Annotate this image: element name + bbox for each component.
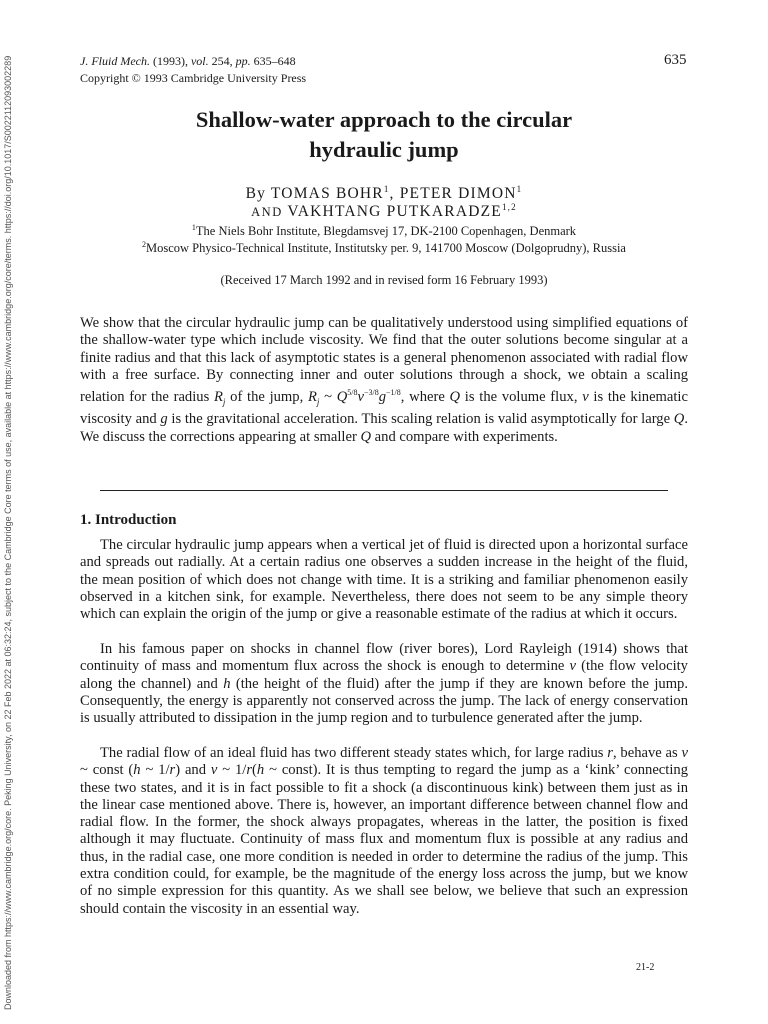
- intro-paragraph-2: In his famous paper on shocks in channel flow (river bores), Lord Rayleigh (1914) shows that continuity of mass and momentum flux across the shock is enough to determine v (the flow velocity along the channel) and h (the height of the fluid) after the jump if they are known before the jump. Consequently, the energy is apparently not conserved across the jump. The lack of energy conservation is usually attributed to dissipation in the jump region and to turbulence generated after the jump.: [80, 641, 689, 727]
- authors-line-1: By TOMAS BOHR$^1$, PETER DIMON$^1$: [245, 184, 523, 203]
- copyright-line: Copyright © 1993 Cambridge University Press: [80, 71, 307, 85]
- abstract: We show that the circular hydraulic jump can be qualitatively understood using simplified equations of the shallow-water type which include viscosity. We find that the outer solutions become singular at a finite radius and that this lack of asymptotic states is a general phenomenon associated with radial flow with a free surface. By connecting inner and outer solutions through a shock, we obtain a scaling relation for the radius $R_j$ of the jump, $R_j$ ~ $Q^{5/8}\nu^{-3/8}g^{-1/8}$, where Q is the volume flux, ν is the kinematic viscosity and g is the gravitational acceleration. This scaling relation is valid asymptotically for large Q. We discuss the corrections appearing at smaller Q and compare with experiments.: [80, 315, 688, 445]
- abstract-divider: [100, 490, 668, 491]
- authors-line-2: AND VAKHTANG PUTKARADZE$^{1,2}$: [251, 202, 517, 221]
- signature-mark: 21-2: [636, 962, 655, 973]
- journal-citation: J. Fluid Mech. (1993), vol. 254, pp. 635–648: [80, 54, 296, 68]
- journal-name: J. Fluid Mech.: [80, 54, 150, 68]
- paper-title-line-2: hydraulic jump: [309, 137, 459, 162]
- received-dates: (Received 17 March 1992 and in revised form 16 February 1993): [220, 273, 548, 287]
- author-putkaradze: VAKHTANG PUTKARADZE: [287, 203, 502, 221]
- intro-paragraph-3: The radial flow of an ideal fluid has two different steady states which, for large radius r, behave as v ~ const (h ~ 1/r) and v ~ 1/r(h ~ const). It is thus tempting to regard the jump as a ‘kink’ connecting these two states, and it is in fact possible to fit a shock (a discontinuous kink) between them just as in the linear case mentioned above. There is, however, an important difference between channel flow and radial flow. In the former, the shock always propagates, whereas in the latter, the position is fixed although it may fluctuate. Continuity of mass flux and momentum flux is possible at any radius and thus, in the radial case, one more condition is needed in order to determine the radius of the jump. This extra condition could, for example, be the magnitude of the energy loss across the jump, but we know of no simple expression for this quantity. As we shall see below, we believe that such an expression should contain the viscosity in an essential way.: [80, 745, 689, 917]
- section-heading: 1. Introduction: [80, 512, 177, 528]
- author-bohr: TOMAS BOHR: [270, 185, 384, 203]
- affiliation-1: $^1$The Niels Bohr Institute, Blegdamsvej 17, DK-2100 Copenhagen, Denmark: [191, 223, 577, 239]
- download-notice: Downloaded from https://www.cambridge.org/core. Peking University, on 22 Feb 2022 at 06:32:24, subject to the Cambridge Core terms of use, available at https://www.cambridge.org/core/terms. https://doi.org/10.1017/S0022112093002289: [3, 55, 13, 1010]
- author-dimon: PETER DIMON: [399, 185, 517, 203]
- affiliation-2: $^2$Moscow Physico-Technical Institute, Institutsky per. 9, 141700 Moscow (Dolgoprudny), Russia: [142, 240, 626, 256]
- intro-paragraph-1: The circular hydraulic jump appears when a vertical jet of fluid is directed upon a horizontal surface and spreads out radially. At a certain radius one observes a sudden increase in the height of the fluid, the mean position of which does not change with time. It is a striking and familiar phenomenon easily observed in a kitchen sink, for example. Nevertheless, there does not seem to be any simple theory which can explain the origin of the jump or give a reasonable estimate of the radius at which it occurs.: [80, 537, 688, 623]
- page-number: 635: [664, 52, 687, 68]
- paper-title-line-1: Shallow-water approach to the circular: [195, 107, 573, 132]
